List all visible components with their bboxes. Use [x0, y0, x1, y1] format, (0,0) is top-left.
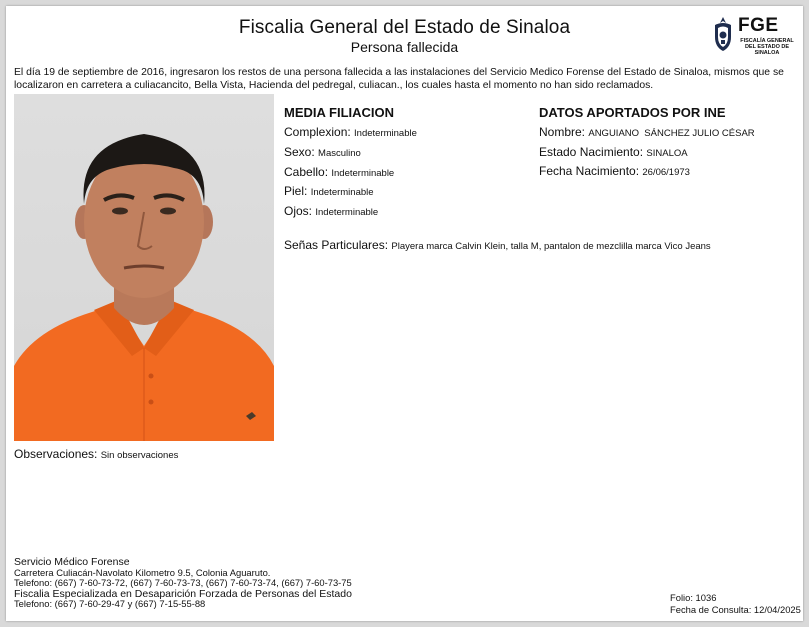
field-value: Masculino — [318, 148, 361, 159]
footer-contacts — [14, 557, 514, 610]
field-label: Piel: — [284, 184, 308, 198]
folio-label: Folio: — [670, 592, 693, 603]
fge-logo — [712, 15, 796, 56]
logo-subtext: FISCALÍA GENERAL DEL ESTADO DE SINALOA — [740, 38, 794, 56]
field-cabello — [284, 165, 394, 179]
field-value: Sin observaciones — [100, 450, 179, 461]
field-label: Estado Nacimiento: — [539, 145, 644, 159]
field-label: Cabello: — [284, 165, 329, 179]
field-nombre — [539, 125, 755, 139]
field-sexo — [284, 145, 361, 159]
field-value: SINALOA — [646, 148, 688, 159]
phone-value: (667) 7-60-73-72, (667) 7-60-73-73, (667) 7-60-73-74, (667) 7-60-73-75 — [54, 577, 352, 588]
footer-org-fiscalia: Fiscalia Especializada en Desaparición Forzada de Personas del Estado — [14, 587, 352, 600]
footer-address: Carretera Culiacán-Navolato Kilometro 9.5, Colonia Aguaruto. — [14, 566, 271, 578]
field-estado-nacimiento — [539, 145, 688, 159]
field-fecha-nacimiento — [539, 164, 690, 178]
field-label: Señas Particulares: — [284, 238, 389, 252]
media-filiacion-title: MEDIA FILIACION — [284, 105, 395, 120]
field-label: Complexion: — [284, 125, 351, 139]
fecha-value: 12/04/2025 — [753, 604, 801, 615]
document-page — [6, 6, 803, 621]
document-meta — [670, 592, 800, 616]
field-label: Fecha Nacimiento: — [539, 164, 640, 178]
field-label: Sexo: — [284, 145, 315, 159]
field-value: Indeterminable — [310, 187, 374, 198]
field-value: Indeterminable — [315, 207, 379, 218]
portrait-image — [14, 94, 274, 441]
folio-value: 1036 — [695, 592, 717, 603]
fecha-consulta — [670, 604, 800, 616]
page-subtitle: Persona fallecida — [350, 39, 459, 55]
person-photo — [14, 94, 274, 441]
field-label: Observaciones: — [14, 447, 98, 461]
field-value: ANGUIANO SÁNCHEZ JULIO CÉSAR — [588, 128, 755, 139]
phone-value: (667) 7-60-29-47 y (667) 7-15-55-88 — [54, 598, 206, 609]
phone-label: Telefono: — [14, 598, 53, 609]
field-label: Nombre: — [539, 125, 586, 139]
field-value: Indeterminable — [354, 128, 417, 139]
folio — [670, 592, 800, 604]
field-ojos — [284, 204, 378, 218]
field-senas-particulares — [284, 238, 711, 252]
logo-text: FGE — [738, 15, 779, 36]
footer-org-semefo: Servicio Médico Forense — [14, 556, 130, 568]
footer-phone-semefo — [14, 578, 514, 589]
page-title: Fiscalia General del Estado de Sinaloa — [238, 17, 571, 38]
field-piel — [284, 184, 374, 198]
fecha-label: Fecha de Consulta: — [670, 604, 752, 615]
field-label: Ojos: — [284, 204, 313, 218]
ine-title: DATOS APORTADOS POR INE — [539, 105, 726, 120]
footer-phone-fiscalia — [14, 599, 514, 610]
field-value: Indeterminable — [331, 168, 395, 179]
intro-paragraph: El día 19 de septiembre de 2016, ingresaron los restos de una persona fallecida a las instalaciones del Servicio Medico Forense del Estado de Sinaloa, mismos que se localizaron en carretera a culiacancito, Bella Vista, Hacienda del pedregal, culiacan., los cuales hasta el momento no han sido reclamados. — [14, 67, 784, 91]
field-value: Playera marca Calvin Klein, talla M, pantalon de mezclilla marca Vico Jeans — [391, 241, 711, 252]
field-complexion — [284, 125, 417, 139]
observaciones — [14, 447, 178, 461]
emblem-icon — [712, 15, 734, 53]
field-value: 26/06/1973 — [642, 167, 690, 178]
phone-label: Telefono: — [14, 577, 53, 588]
